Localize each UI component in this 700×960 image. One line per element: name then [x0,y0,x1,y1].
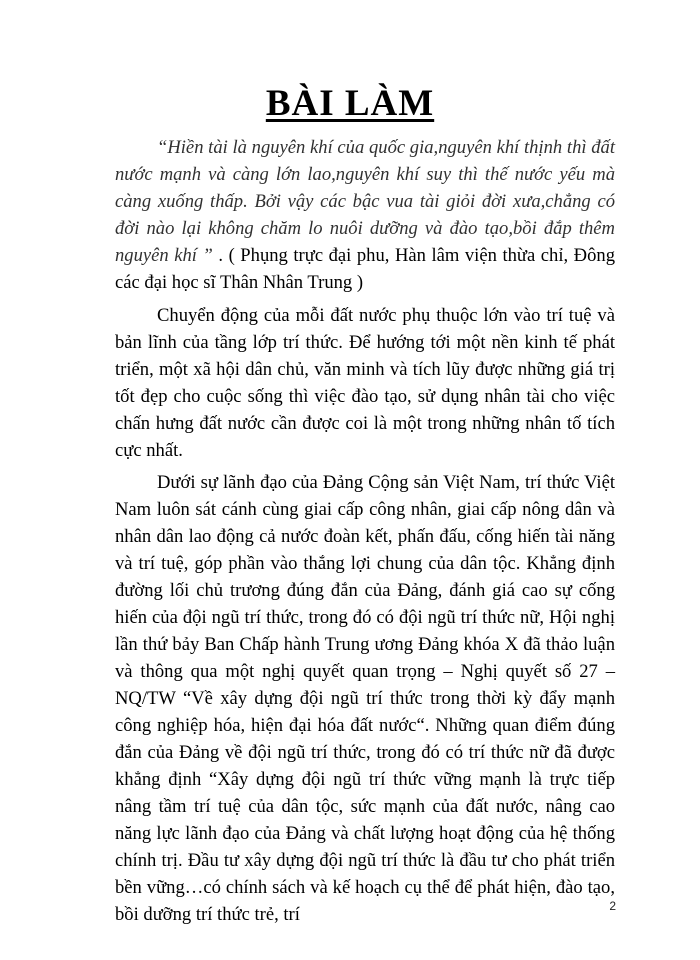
body-paragraph-2: Dưới sự lãnh đạo của Đảng Cộng sản Việt Nam, trí thức Việt Nam luôn sát cánh cùng giai cấp công nhân, giai cấp nông dân và nhân dân lao động cả nước đoàn kết, phấn đấu, cống hiến tài năng và trí tuệ, góp phần vào thắng lợi chung của dân tộc. Khẳng định đường lối chủ trương đúng đắn của Đảng, đánh giá cao sự cống hiến của đội ngũ trí thức, trong đó có đội ngũ trí thức nữ, Hội nghị lần thứ bảy Ban Chấp hành Trung ương Đảng khóa X đã thảo luận và thông qua một nghị quyết quan trọng – Nghị quyết số 27 – NQ/TW “Về xây dựng đội ngũ trí thức trong thời kỳ đẩy mạnh công nghiệp hóa, hiện đại hóa đất nước“. Những quan điểm đúng đắn của Đảng về đội ngũ trí thức, trong đó có trí thức nữ đã được khẳng định “Xây dựng đội ngũ trí thức vững mạnh là trực tiếp nâng tầm trí tuệ của dân tộc, sức mạnh của đất nước, nâng cao năng lực lãnh đạo của Đảng và chất lượng hoạt động của hệ thống chính trị. Đầu tư xây dựng đội ngũ trí thức là đầu tư cho phát triển bền vững…có chính sách và kế hoạch cụ thể để phát hiện, đào tạo, bồi dưỡng trí thức trẻ, trí [115,472,615,925]
quote-text: “Hiền tài là nguyên khí của quốc gia,nguyên khí thịnh thì đất nước mạnh và càng lớn lao,nguyên khí suy thì thế nước yếu mà càng xuống thấp. Bởi vậy các bậc vua tài giỏi đời xưa,chẳng có đời nào lại không chăm lo nuôi dưỡng và đào tạo,bồi đắp thêm nguyên khí ” [115,137,615,266]
document-body [115,134,615,934]
page-title: BÀI LÀM [265,83,435,124]
body-paragraph-1: Chuyển động của mỗi đất nước phụ thuộc lớn vào trí tuệ và bản lĩnh của tầng lớp trí thức. Để hướng tới một nền kinh tế phát triển, một xã hội dân chủ, văn minh và tích lũy được những giá trị tốt đẹp cho cuộc sống thì việc đào tạo, sử dụng nhân tài cho việc chấn hưng đất nước cần được coi là một trong những nhân tố tích cực nhất. [115,304,615,461]
quote-source: . ( Phụng trực đại phu, Hàn lâm viện thừa chỉ, Đông các đại học sĩ Thân Nhân Trung ) [115,245,615,293]
page-number: 2 [609,899,616,913]
quote-paragraph [115,134,615,296]
